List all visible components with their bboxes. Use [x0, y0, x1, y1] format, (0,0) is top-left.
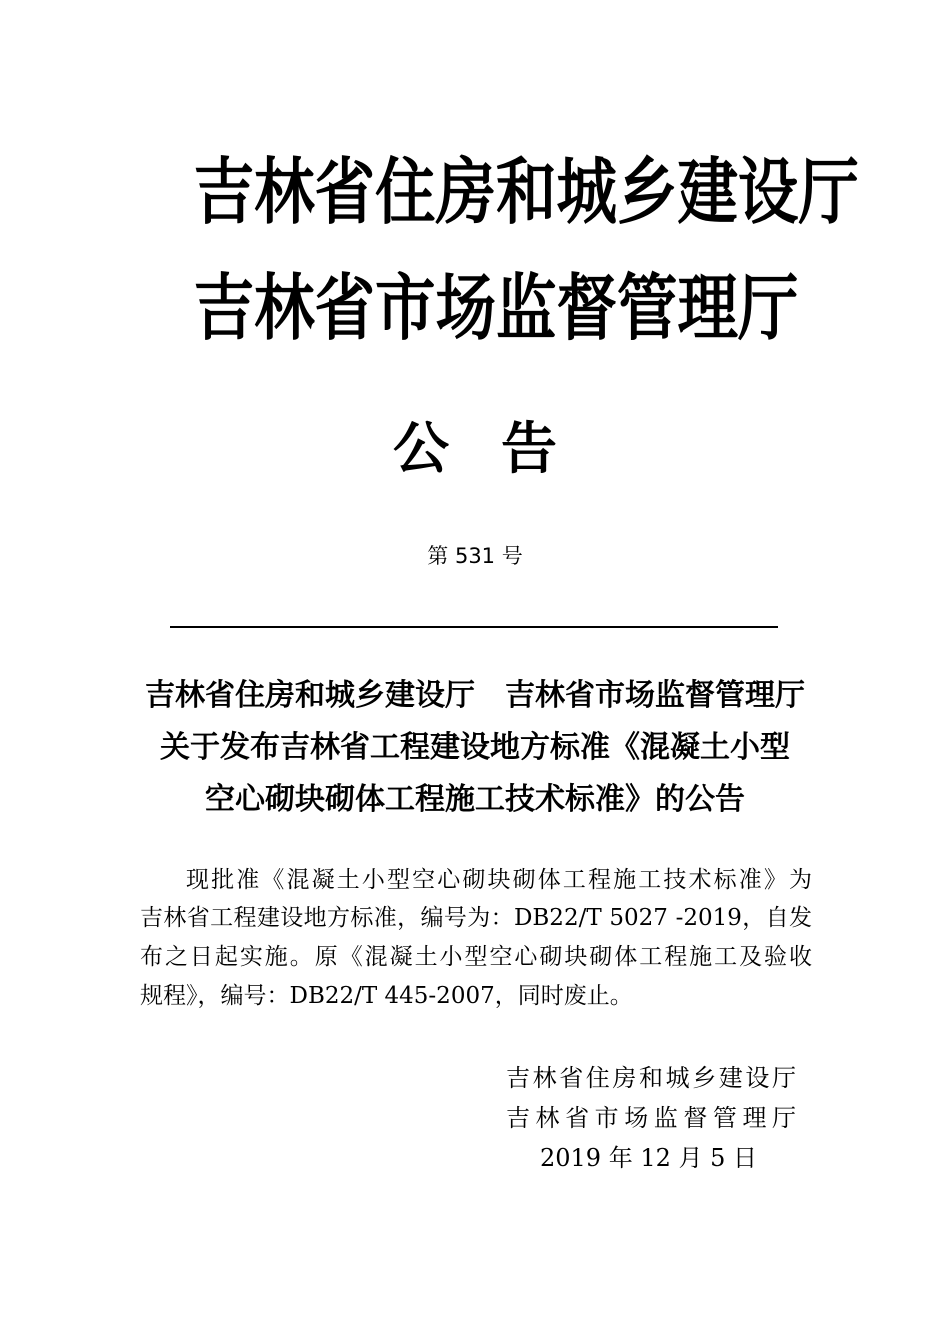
issuer-heading-line1: 吉林省住房和城乡建设厅: [193, 149, 859, 234]
notice-title: 公告: [393, 417, 609, 482]
body-paragraph-line3: 布之日起实施。原《混凝土小型空心砌块砌体工程施工及验收: [140, 944, 812, 970]
body-paragraph-line1: 现批准《混凝土小型空心砌块砌体工程施工技术标准》为: [186, 867, 812, 893]
subject-line2: 关于发布吉林省工程建设地方标准《混凝土小型: [160, 730, 790, 765]
signature-date: 2019 年 12 月 5 日: [540, 1144, 758, 1172]
body-paragraph-line4: 规程》，编号：DB22/T 445-2007，同时废止。: [140, 983, 633, 1009]
subject-line3: 空心砌块砌体工程施工技术标准》的公告: [205, 782, 745, 817]
body-paragraph-line2: 吉林省工程建设地方标准，编号为：DB22/T 5027 -2019，自发: [140, 905, 812, 931]
signature-issuer1: 吉林省住房和城乡建设厅: [506, 1064, 796, 1092]
separator-rule: [170, 626, 778, 628]
notice-number: 第 531 号: [427, 544, 523, 568]
subject-line1: 吉林省住房和城乡建设厅 吉林省市场监督管理厅: [145, 678, 805, 713]
issuer-heading-line2: 吉林省市场监督管理厅: [193, 265, 799, 350]
signature-issuer2: 吉林省市场监督管理厅: [506, 1104, 796, 1132]
